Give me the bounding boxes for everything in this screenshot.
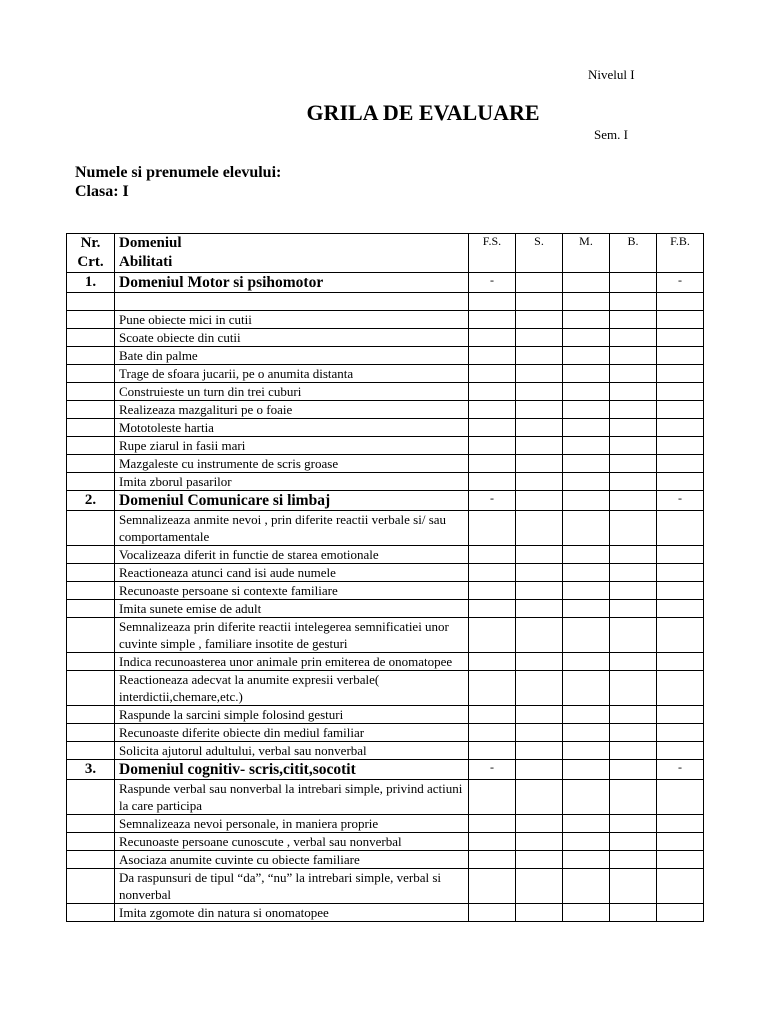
grade-cell-fb[interactable] [657,455,704,473]
grade-cell-s[interactable] [516,455,563,473]
grade-cell-b[interactable] [610,401,657,419]
grade-cell-s[interactable] [516,329,563,347]
grade-cell-b[interactable] [610,311,657,329]
ability-label: Mototoleste hartia [115,419,469,437]
grade-cell-m[interactable] [563,780,610,815]
grade-cell-fb[interactable] [657,347,704,365]
grade-cell-fb[interactable] [657,365,704,383]
grade-cell-m[interactable] [563,724,610,742]
grade-cell-m[interactable] [563,760,610,780]
grade-cell-m[interactable] [563,618,610,653]
ability-number-cell [67,329,115,347]
grade-cell-fs[interactable] [469,365,516,383]
ability-number-cell [67,815,115,833]
grade-cell-s[interactable] [516,600,563,618]
section-number: 1. [67,273,115,293]
grade-cell-m[interactable] [563,904,610,922]
grade-cell-b[interactable] [610,546,657,564]
grade-cell-fs[interactable] [469,671,516,706]
ability-label: Vocalizeaza diferit in functie de starea emotionale [115,546,469,564]
grade-cell-fb[interactable] [657,618,704,653]
grade-cell-s[interactable] [516,851,563,869]
grade-cell-s[interactable] [516,419,563,437]
ability-row [67,546,704,564]
ability-number-cell [67,653,115,671]
grade-cell-fs[interactable]: - [469,491,516,511]
grade-cell-m[interactable] [563,473,610,491]
ability-row [67,833,704,851]
ability-row [67,365,704,383]
ability-label: Recunoaste persoane si contexte familiare [115,582,469,600]
grade-cell-s[interactable] [516,869,563,904]
grade-cell-m[interactable] [563,582,610,600]
header-nr-label: Nr. [80,235,101,251]
grade-cell-fb[interactable]: - [657,273,704,293]
grade-cell-fs[interactable] [469,600,516,618]
ability-row [67,329,704,347]
header-grade-s: S. [516,234,563,273]
grade-cell-b[interactable] [610,742,657,760]
grade-cell-fb[interactable] [657,293,704,311]
grade-cell-b[interactable] [610,904,657,922]
grade-cell-b[interactable] [610,760,657,780]
grade-cell-b[interactable] [610,491,657,511]
grade-cell-fb[interactable] [657,329,704,347]
ability-row [67,671,704,706]
ability-number-cell [67,833,115,851]
grade-cell-fs[interactable] [469,473,516,491]
page-title: GRILA DE EVALUARE [306,100,540,125]
grade-cell-s[interactable] [516,383,563,401]
grade-cell-m[interactable] [563,383,610,401]
ability-row [67,600,704,618]
grade-cell-b[interactable] [610,383,657,401]
grade-cell-fb[interactable] [657,546,704,564]
grade-cell-fb[interactable] [657,383,704,401]
grade-cell-s[interactable] [516,618,563,653]
grade-cell-b[interactable] [610,582,657,600]
ability-row [67,851,704,869]
evaluation-grid [66,233,704,922]
ability-label: Reactioneaza adecvat la anumite expresii verbale( interdictii,chemare,etc.) [115,671,469,706]
grade-cell-fs[interactable] [469,904,516,922]
header-nr-cell [67,234,115,273]
grade-cell-s[interactable] [516,582,563,600]
grade-cell-fs[interactable] [469,706,516,724]
grade-cell-fs[interactable] [469,455,516,473]
grade-cell-s[interactable] [516,511,563,546]
grade-cell-m[interactable] [563,511,610,546]
ability-row [67,347,704,365]
ability-row [67,401,704,419]
ability-number-cell [67,706,115,724]
grade-cell-m[interactable] [563,437,610,455]
section-number: 2. [67,491,115,511]
grade-cell-fs[interactable] [469,546,516,564]
student-info [75,163,281,201]
header-grade-fs: F.S. [469,234,516,273]
grade-cell-fs[interactable] [469,869,516,904]
grade-cell-m[interactable] [563,491,610,511]
grade-cell-s[interactable] [516,815,563,833]
grade-cell-b[interactable] [610,455,657,473]
grade-cell-b[interactable] [610,780,657,815]
grade-cell-fs[interactable] [469,833,516,851]
grade-cell-b[interactable] [610,347,657,365]
grade-cell-s[interactable] [516,904,563,922]
student-class-label: Clasa: I [75,183,129,200]
grade-cell-m[interactable] [563,455,610,473]
grade-cell-s[interactable] [516,401,563,419]
ability-number-cell [67,546,115,564]
ability-number-cell [67,437,115,455]
header-domain-cell [115,234,469,273]
grade-cell-s[interactable] [516,760,563,780]
grade-cell-m[interactable] [563,347,610,365]
ability-label: Mazgaleste cu instrumente de scris groase [115,455,469,473]
ability-row [67,473,704,491]
ability-label: Pune obiecte mici in cutii [115,311,469,329]
grade-cell-fb[interactable] [657,401,704,419]
grade-cell-s[interactable] [516,546,563,564]
ability-label: Realizeaza mazgalituri pe o foaie [115,401,469,419]
grade-cell-fs[interactable]: - [469,760,516,780]
ability-row [67,511,704,546]
grade-cell-b[interactable] [610,724,657,742]
ability-row [67,742,704,760]
grade-cell-m[interactable] [563,671,610,706]
grade-cell-b[interactable] [610,365,657,383]
grade-cell-fs[interactable] [469,618,516,653]
ability-number-cell [67,473,115,491]
grade-cell-fb[interactable] [657,311,704,329]
grade-cell-b[interactable] [610,419,657,437]
ability-label: Rupe ziarul in fasii mari [115,437,469,455]
grade-cell-b[interactable] [610,273,657,293]
grade-cell-m[interactable] [563,706,610,724]
header-abilities-label: Abilitati [119,254,173,270]
grade-cell-s[interactable] [516,437,563,455]
grade-cell-fb[interactable] [657,904,704,922]
grade-cell-fs[interactable] [469,419,516,437]
ability-number-cell [67,293,115,311]
header-grade-b: B. [610,234,657,273]
ability-number-cell [67,564,115,582]
grade-cell-b[interactable] [610,671,657,706]
ability-number-cell [67,419,115,437]
ability-number-cell [67,724,115,742]
ability-number-cell [67,600,115,618]
grade-cell-s[interactable] [516,564,563,582]
grade-cell-m[interactable] [563,742,610,760]
grade-cell-fs[interactable] [469,653,516,671]
ability-row [67,815,704,833]
grade-cell-s[interactable] [516,347,563,365]
ability-number-cell [67,311,115,329]
ability-label: Imita zgomote din natura si onomatopee [115,904,469,922]
ability-number-cell [67,780,115,815]
semester-label: Sem. I [594,127,628,142]
ability-number-cell [67,383,115,401]
ability-row [67,293,704,311]
grade-cell-fs[interactable] [469,347,516,365]
section-row [67,760,704,780]
grade-cell-s[interactable] [516,365,563,383]
grade-cell-fs[interactable] [469,401,516,419]
ability-label: Trage de sfoara jucarii, pe o anumita distanta [115,365,469,383]
ability-label: Construieste un turn din trei cuburi [115,383,469,401]
grade-cell-b[interactable] [610,437,657,455]
ability-number-cell [67,455,115,473]
ability-row [67,437,704,455]
grade-cell-fb[interactable] [657,437,704,455]
ability-label: Scoate obiecte din cutii [115,329,469,347]
ability-row [67,311,704,329]
ability-row [67,653,704,671]
ability-number-cell [67,851,115,869]
ability-number-cell [67,671,115,706]
ability-row [67,904,704,922]
grade-cell-m[interactable] [563,869,610,904]
grade-cell-fb[interactable] [657,671,704,706]
header-grade-m: M. [563,234,610,273]
ability-row [67,706,704,724]
ability-label: Raspunde verbal sau nonverbal la intrebari simple, privind actiuni la care participa [115,780,469,815]
grade-cell-b[interactable] [610,851,657,869]
grade-cell-fb[interactable] [657,869,704,904]
ability-number-cell [67,365,115,383]
ability-number-cell [67,904,115,922]
ability-number-cell [67,869,115,904]
grade-cell-s[interactable] [516,671,563,706]
grade-cell-m[interactable] [563,293,610,311]
grade-cell-b[interactable] [610,706,657,724]
grade-cell-s[interactable] [516,273,563,293]
grade-cell-fs[interactable] [469,780,516,815]
grade-cell-fb[interactable] [657,419,704,437]
ability-label: Bate din palme [115,347,469,365]
ability-row [67,455,704,473]
ability-row [67,618,704,653]
grade-cell-fs[interactable] [469,724,516,742]
level-label: Nivelul I [588,67,635,82]
header-domain-label: Domeniul [119,235,182,251]
ability-row [67,582,704,600]
ability-label: Imita sunete emise de adult [115,600,469,618]
ability-label: Semnalizeaza prin diferite reactii intelegerea semnificatiei unor cuvinte simple , familiare insotite de gesturi [115,618,469,653]
section-title: Domeniul cognitiv- scris,citit,socotit [115,760,469,780]
ability-label: Semnalizeaza anmite nevoi , prin diferite reactii verbale si/ sau comportamentale [115,511,469,546]
grade-cell-s[interactable] [516,724,563,742]
grade-cell-m[interactable] [563,600,610,618]
ability-row [67,724,704,742]
grade-cell-fb[interactable] [657,511,704,546]
ability-label: Recunoaste diferite obiecte din mediul familiar [115,724,469,742]
section-title: Domeniul Comunicare si limbaj [115,491,469,511]
ability-label: Imita zborul pasarilor [115,473,469,491]
ability-label: Semnalizeaza nevoi personale, in maniera proprie [115,815,469,833]
grade-cell-m[interactable] [563,833,610,851]
grade-cell-s[interactable] [516,491,563,511]
ability-label: Indica recunoasterea unor animale prin emiterea de onomatopee [115,653,469,671]
grade-cell-m[interactable] [563,546,610,564]
grade-cell-b[interactable] [610,329,657,347]
grade-cell-b[interactable] [610,473,657,491]
grade-cell-m[interactable] [563,851,610,869]
section-number: 3. [67,760,115,780]
section-title: Domeniul Motor si psihomotor [115,273,469,293]
grade-cell-s[interactable] [516,833,563,851]
ability-label: Raspunde la sarcini simple folosind gesturi [115,706,469,724]
grade-cell-fb[interactable] [657,653,704,671]
grade-cell-fs[interactable] [469,564,516,582]
grade-cell-m[interactable] [563,329,610,347]
grade-cell-fb[interactable] [657,851,704,869]
grade-cell-s[interactable] [516,293,563,311]
ability-number-cell [67,401,115,419]
grade-cell-fs[interactable]: - [469,273,516,293]
grade-cell-m[interactable] [563,653,610,671]
grade-cell-b[interactable] [610,833,657,851]
grade-cell-fs[interactable] [469,582,516,600]
ability-label [115,293,469,311]
grade-cell-fb[interactable] [657,706,704,724]
grade-cell-b[interactable] [610,815,657,833]
grade-cell-fb[interactable] [657,582,704,600]
ability-label: Da raspunsuri de tipul “da”, “nu” la intrebari simple, verbal si nonverbal [115,869,469,904]
grade-cell-s[interactable] [516,653,563,671]
grade-cell-fs[interactable] [469,511,516,546]
grade-cell-fs[interactable] [469,851,516,869]
grade-cell-m[interactable] [563,365,610,383]
grade-cell-m[interactable] [563,815,610,833]
grade-cell-fb[interactable] [657,564,704,582]
ability-number-cell [67,347,115,365]
grade-cell-b[interactable] [610,618,657,653]
grade-cell-fs[interactable] [469,311,516,329]
grade-cell-fb[interactable] [657,473,704,491]
grade-cell-fb[interactable]: - [657,491,704,511]
grade-cell-m[interactable] [563,273,610,293]
header-crt-label: Crt. [77,254,104,270]
grade-cell-fs[interactable] [469,329,516,347]
ability-row [67,564,704,582]
student-name-label: Numele si prenumele elevului: [75,164,282,181]
grade-cell-m[interactable] [563,419,610,437]
section-row [67,273,704,293]
grade-cell-fs[interactable] [469,815,516,833]
ability-row [67,383,704,401]
grade-cell-s[interactable] [516,780,563,815]
ability-row [67,780,704,815]
ability-label: Recunoaste persoane cunoscute , verbal sau nonverbal [115,833,469,851]
grade-cell-m[interactable] [563,311,610,329]
ability-number-cell [67,511,115,546]
grade-cell-s[interactable] [516,473,563,491]
ability-label: Solicita ajutorul adultului, verbal sau nonverbal [115,742,469,760]
grade-cell-fb[interactable]: - [657,760,704,780]
grade-cell-fs[interactable] [469,742,516,760]
grade-cell-b[interactable] [610,511,657,546]
section-row [67,491,704,511]
grade-cell-s[interactable] [516,742,563,760]
table-header-row [67,234,704,273]
grade-cell-fb[interactable] [657,600,704,618]
ability-row [67,869,704,904]
grade-cell-fs[interactable] [469,437,516,455]
grade-cell-fs[interactable] [469,383,516,401]
grade-cell-b[interactable] [610,600,657,618]
grade-cell-s[interactable] [516,311,563,329]
ability-row [67,419,704,437]
grade-cell-b[interactable] [610,653,657,671]
grade-cell-fb[interactable] [657,724,704,742]
grade-cell-b[interactable] [610,564,657,582]
grade-cell-fs[interactable] [469,293,516,311]
ability-number-cell [67,742,115,760]
grade-cell-m[interactable] [563,401,610,419]
grade-cell-b[interactable] [610,293,657,311]
grade-cell-fb[interactable] [657,833,704,851]
grade-cell-fb[interactable] [657,742,704,760]
grade-cell-fb[interactable] [657,780,704,815]
ability-number-cell [67,618,115,653]
grade-cell-s[interactable] [516,706,563,724]
grade-cell-fb[interactable] [657,815,704,833]
grade-cell-m[interactable] [563,564,610,582]
header-grade-fb: F.B. [657,234,704,273]
ability-label: Reactioneaza atunci cand isi aude numele [115,564,469,582]
grade-cell-b[interactable] [610,869,657,904]
ability-number-cell [67,582,115,600]
ability-label: Asociaza anumite cuvinte cu obiecte familiare [115,851,469,869]
